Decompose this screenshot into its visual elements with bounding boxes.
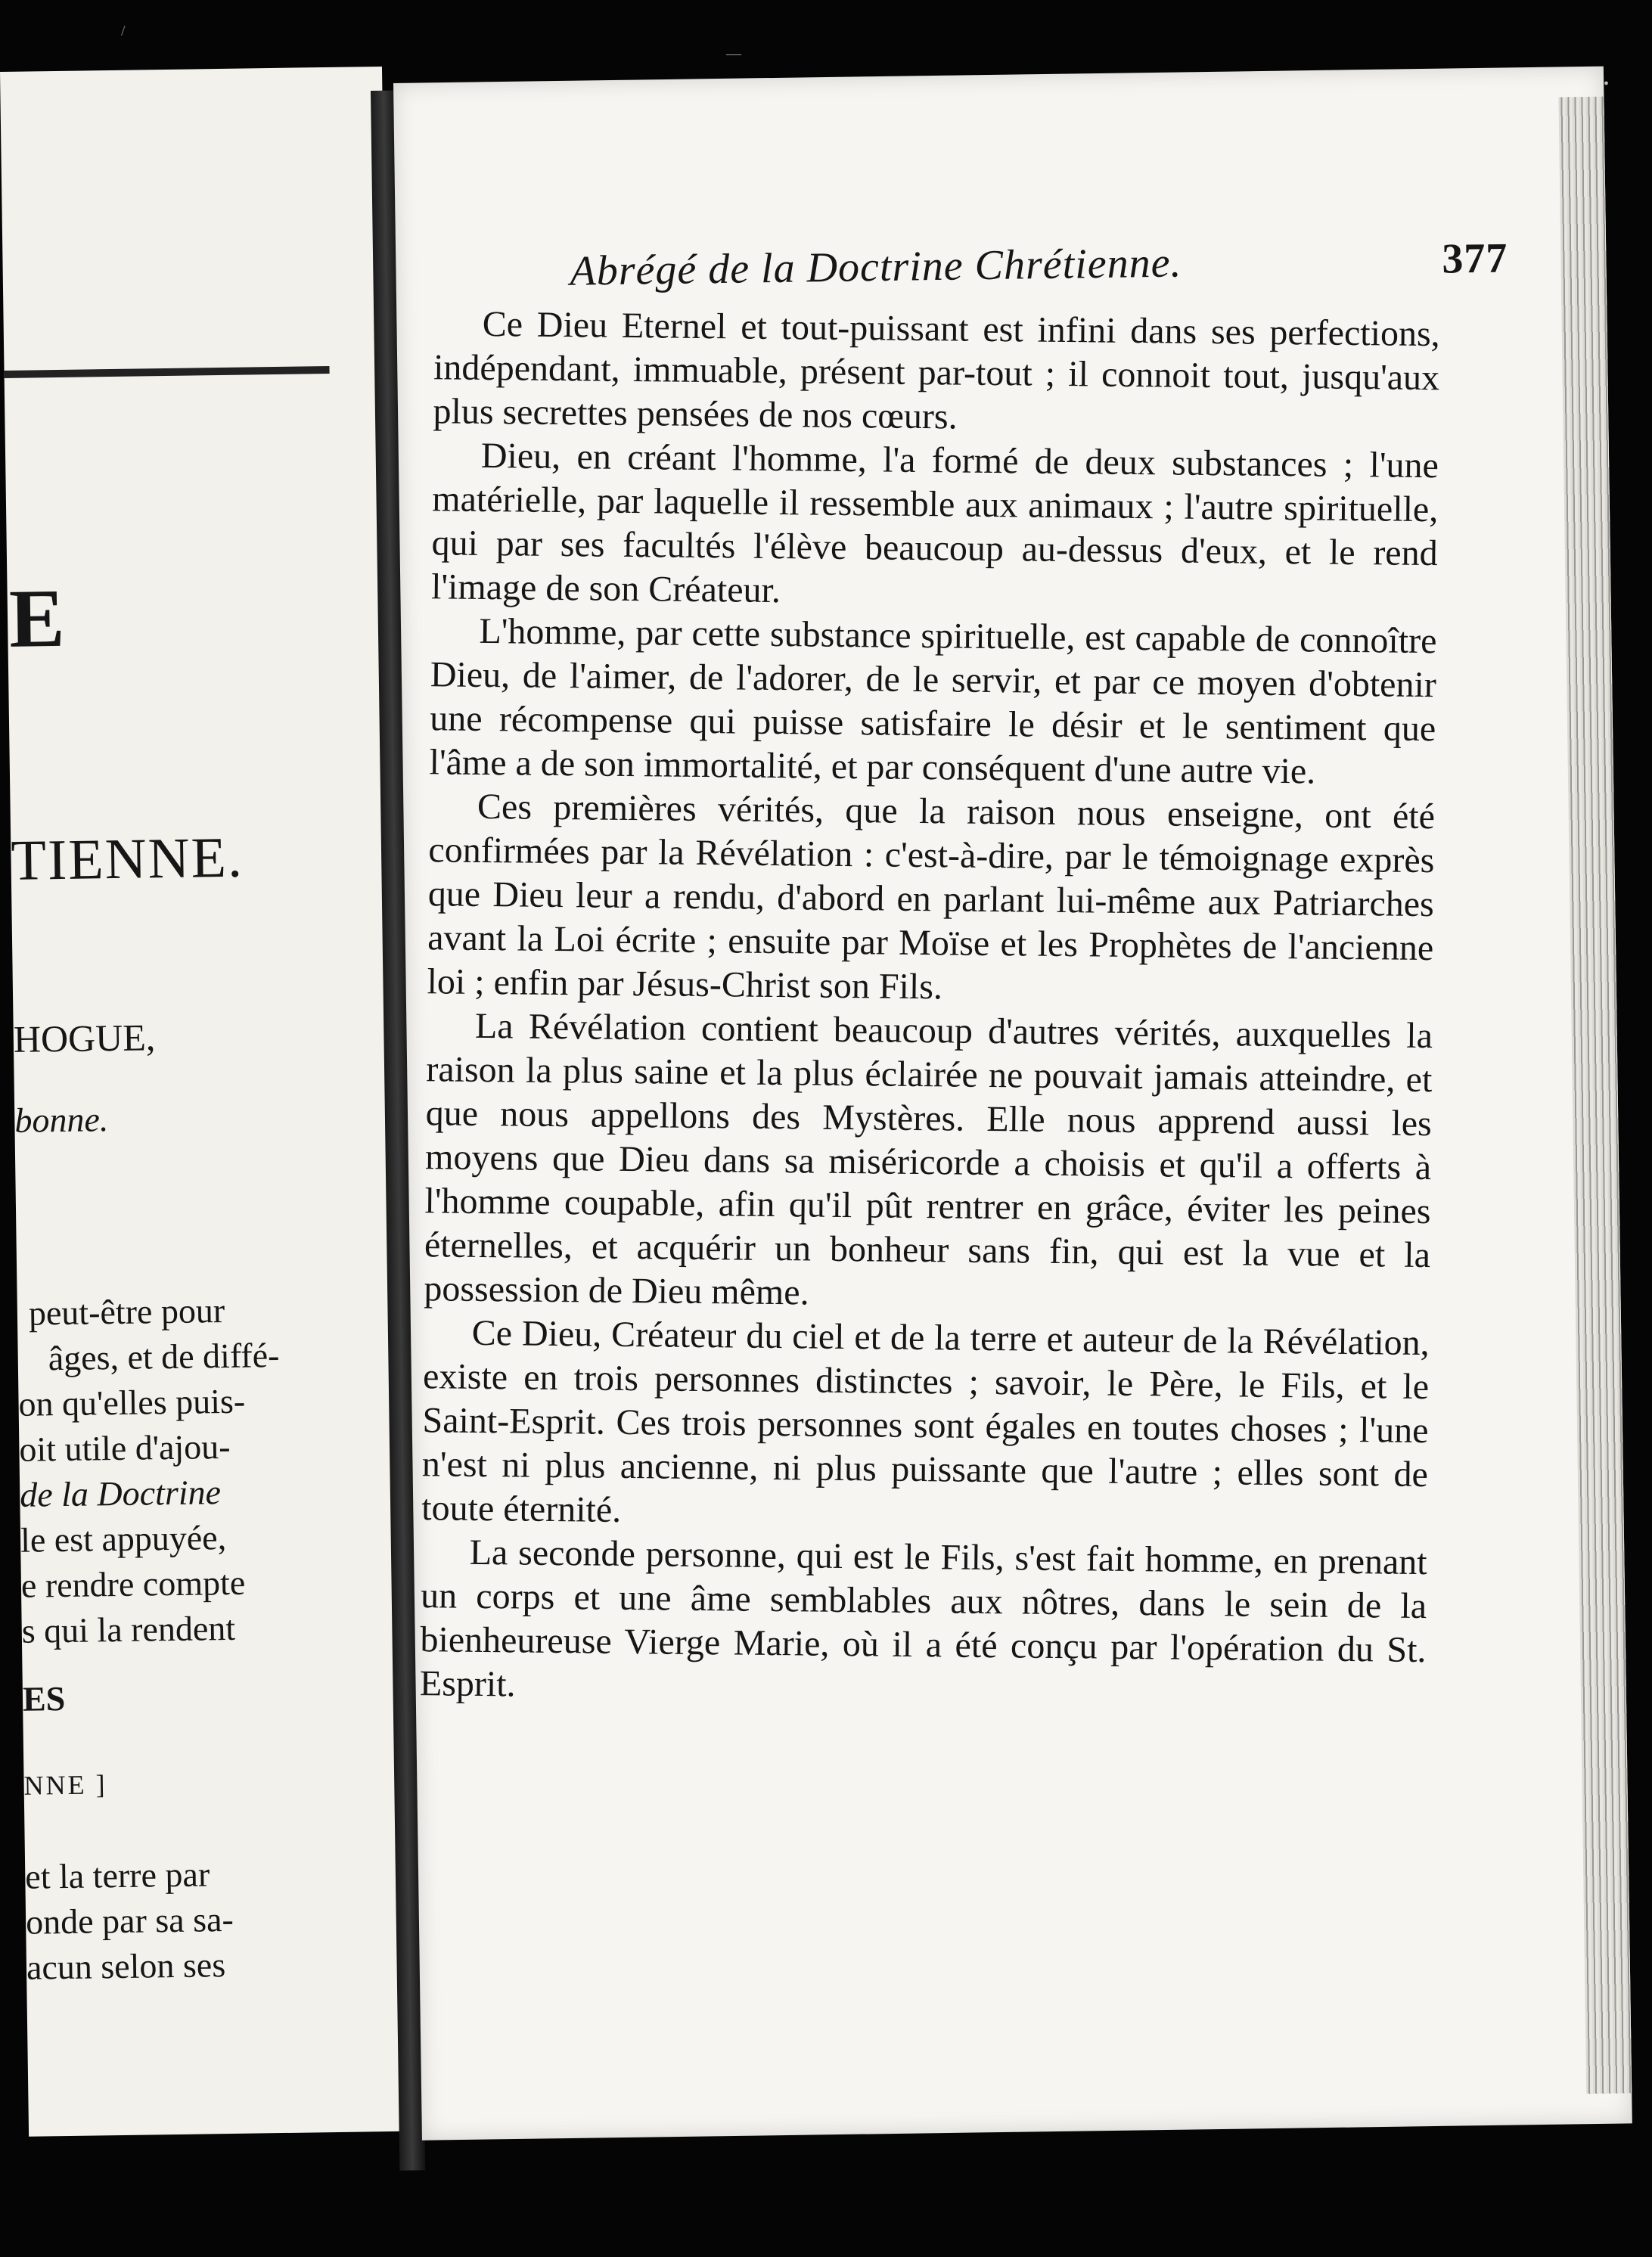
left-line: acun selon ses bbox=[26, 1945, 226, 1987]
paragraph: Ce Dieu, Créateur du ciel et de la terre et auteur de la Révélation, existe en trois personnes distinctes ; savoir, le Père, le Fils, et le Saint-Esprit. Ces trois personnes sont égales en toutes choses ; l'une n'est ni plus ancienne, ni plus puissante que l'autre ; elles sont de toute éternité. bbox=[421, 1312, 1430, 1530]
left-line: et la terre par bbox=[24, 1855, 210, 1896]
page-number: 377 bbox=[1441, 234, 1508, 283]
scan-speck: / bbox=[121, 23, 126, 39]
left-line: s qui la rendent bbox=[21, 1608, 236, 1650]
paragraph: Ces premières vérités, que la raison nous enseigne, ont été confirmées par la Révélation : c'est-à-dire, par le témoignage exprès que Dieu leur a rendu, d'abord en parlant lui-même aux Patriarches avant la Loi écrite ; ensuite par Moïse et les Prophètes de l'ancienne loi ; enfin par Jésus-Christ son Fils. bbox=[427, 786, 1436, 1007]
left-facing-page bbox=[0, 67, 411, 2137]
paragraph: L'homme, par cette substance spirituelle, est capable de connoître Dieu, de l'aimer, de l'adorer, de le servir, et par ce moyen d'obtenir une récompense qui puisse satisfaire le désir et le sentiment que l'âme a de son immortalité, et par conséquent d'une autre vie. bbox=[429, 610, 1437, 792]
left-big-letter: E bbox=[8, 571, 66, 665]
right-page bbox=[393, 67, 1632, 2141]
left-line: on qu'elles puis- bbox=[18, 1381, 246, 1423]
left-line: peut-être pour bbox=[28, 1291, 225, 1333]
running-head bbox=[570, 234, 1508, 295]
left-line: de la Doctrine bbox=[19, 1473, 222, 1514]
paragraph: La Révélation contient beaucoup d'autres vérités, auxquelles la raison la plus saine et la plus éclairée ne pouvait jamais atteindre, et que nous appellons des Mystères. Elle nous apprend aussi les moyens que Dieu dans sa miséricorde a choisis et qu'il a offerts à l'homme coupable, afin qu'il pût rentrer en grâce, éviter les peines éternelles, et acquérir un bonheur sans fin, qui est la vue et la possession de Dieu même. bbox=[424, 1005, 1433, 1313]
left-title-fragment: TIENNE. bbox=[10, 825, 244, 893]
paragraph: Ce Dieu Eternel et tout-puissant est infini dans ses perfections, indépendant, immuable, présent par-tout ; il connoit tout, jusqu'aux plus secrettes pensées de nos cœurs. bbox=[433, 303, 1440, 437]
page-edge-stack bbox=[1558, 97, 1632, 2094]
left-rule bbox=[5, 366, 330, 378]
paragraph: Dieu, en créant l'homme, l'a formé de deux substances ; l'une matérielle, par laquelle il ressemble aux animaux ; l'autre spirituelle, qui par ses facultés l'élève beaucoup au-dessus d'eux, et le rend l'image de son Créateur. bbox=[430, 435, 1439, 611]
left-line: NNE ] bbox=[23, 1769, 107, 1801]
left-line: onde par sa sa- bbox=[25, 1899, 234, 1942]
left-name-fragment: HOGUE, bbox=[13, 1016, 156, 1060]
scan-speck: • bbox=[1604, 76, 1610, 92]
left-line: oit utile d'ajou- bbox=[19, 1427, 231, 1469]
left-line: e rendre compte bbox=[20, 1563, 246, 1605]
paragraph: La seconde personne, qui est le Fils, s'est fait homme, en prenant un corps et une âme semblables aux nôtres, dans le sein de la bienheureuse Vierge Marie, où il a été conçu par l'opération du St. Esprit. bbox=[419, 1532, 1427, 1705]
body-text bbox=[420, 302, 1440, 1716]
running-head-title: Abrégé de la Doctrine Chrétienne. bbox=[570, 239, 1182, 295]
left-line: âges, et de diffé- bbox=[48, 1336, 280, 1378]
left-italic-fragment: bonne. bbox=[14, 1100, 109, 1140]
left-line: le est appuyée, bbox=[20, 1518, 227, 1560]
left-line: ES bbox=[22, 1679, 66, 1718]
scan-speck: — bbox=[726, 45, 741, 62]
